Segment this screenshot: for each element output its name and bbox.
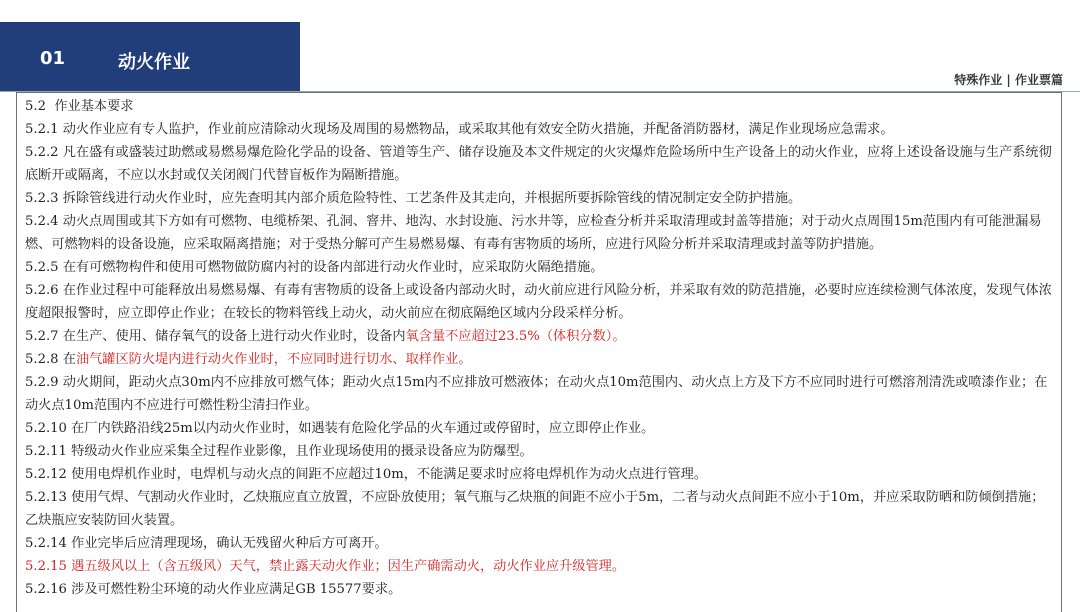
- content-heading: 5.2 作业基本要求: [25, 99, 134, 114]
- requirement-5-2-8-text: 5.2.8 在: [25, 352, 76, 367]
- requirement-5-2-10: 5.2.10 在厂内铁路沿线25m以内动火作业时，如遇装有危险化学品的火车通过或停留时，应立即停止作业。: [25, 421, 655, 436]
- requirement-5-2-2: 5.2.2 凡在盛有或盛装过助燃或易燃易爆危险化学品的设备、管道等生产、储存设施及本文件规定的火灾爆炸危险场所中生产设备上的动火作业，应将上述设备设施与生产系统彻底断开或隔离，不应以水封或仅关闭阀门代替盲板作为隔断措施。: [25, 145, 1052, 183]
- requirement-5-2-4: 5.2.4 动火点周围或其下方如有可燃物、电缆桥架、孔洞、窨井、地沟、水封设施、污水井等，应检查分析并采取清理或封盖等措施；对于动火点周围15m范围内有可能泄漏易燃、可燃物料的设备设施，应采取隔离措施；对于受热分解可产生易燃易爆、有毒有害物质的场所，应进行风险分析并采取清理或封盖等防护措施。: [25, 214, 1042, 252]
- requirement-5-2-13: 5.2.13 使用气焊、气割动火作业时，乙炔瓶应直立放置，不应卧放使用；氧气瓶与乙炔瓶的间距不应小于5m，二者与动火点间距不应小于10m，并应采取防晒和防倾倒措施；乙炔瓶应安装防回火装置。: [25, 490, 1045, 528]
- requirement-5-2-11: 5.2.11 特级动火作业应采集全过程作业影像，且作业现场使用的摄录设备应为防爆型。: [25, 444, 533, 459]
- requirement-5-2-7-text: 5.2.7 在生产、使用、储存氧气的设备上进行动火作业时，设备内: [25, 329, 406, 344]
- requirement-5-2-8-highlight: 油气罐区防火堤内进行动火作业时，不应同时进行切水、取样作业。: [75, 352, 472, 367]
- requirement-5-2-14: 5.2.14 作业完毕后应清理现场，确认无残留火种后方可离开。: [25, 536, 388, 551]
- requirement-5-2-6: 5.2.6 在作业过程中可能释放出易燃易爆、有毒有害物质的设备上或设备内部动火时，动火前应进行风险分析，并采取有效的防范措施，必要时应连续检测气体浓度，发现气体浓度超限报警时，应立即停止作业；在较长的物料管线上动火，动火前应在彻底隔绝区域内分段采样分析。: [25, 283, 1052, 321]
- requirement-5-2-1: 5.2.1 动火作业应有专人监护，作业前应清除动火现场及周围的易燃物品，或采取其他有效安全防火措施，并配备消防器材，满足作业现场应急需求。: [25, 122, 894, 137]
- requirements-panel: [16, 92, 1062, 612]
- requirement-5-2-9: 5.2.9 动火期间，距动火点30m内不应排放可燃气体；距动火点15m内不应排放可燃液体；在动火点10m范围内、动火点上方及下方不应同时进行可燃溶剂清洗或喷漆作业；在动火点10m范围内不应进行可燃性粉尘清扫作业。: [25, 375, 1048, 413]
- requirement-5-2-16: 5.2.16 涉及可燃性粉尘环境的动火作业应满足GB 15577要求。: [25, 582, 402, 597]
- requirement-5-2-8: [25, 348, 1055, 371]
- section-title: 动火作业: [118, 52, 190, 73]
- requirement-5-2-7-highlight: 氧含量不应超过23.5%（体积分数）。: [405, 329, 626, 344]
- section-number: 01: [40, 48, 66, 69]
- requirement-5-2-12: 5.2.12 使用电焊机作业时，电焊机与动火点的间距不应超过10m，不能满足要求时应将电焊机作为动火点进行管理。: [25, 467, 708, 482]
- requirement-5-2-15: 5.2.15 遇五级风以上（含五级风）天气，禁止露天动火作业；因生产确需动火，动火作业应升级管理。: [25, 559, 626, 574]
- section-banner: [0, 22, 300, 92]
- requirement-5-2-3: 5.2.3 拆除管线进行动火作业时，应先查明其内部介质危险特性、工艺条件及其走向，并根据所要拆除管线的情况制定安全防护措施。: [25, 191, 802, 206]
- requirement-5-2-7: [25, 325, 1055, 348]
- requirement-5-2-5: 5.2.5 在有可燃物构件和使用可燃物做防腐内衬的设备内部进行动火作业时，应采取防火隔绝措施。: [25, 260, 604, 275]
- breadcrumb: 特殊作业 | 作业票篇: [954, 73, 1063, 87]
